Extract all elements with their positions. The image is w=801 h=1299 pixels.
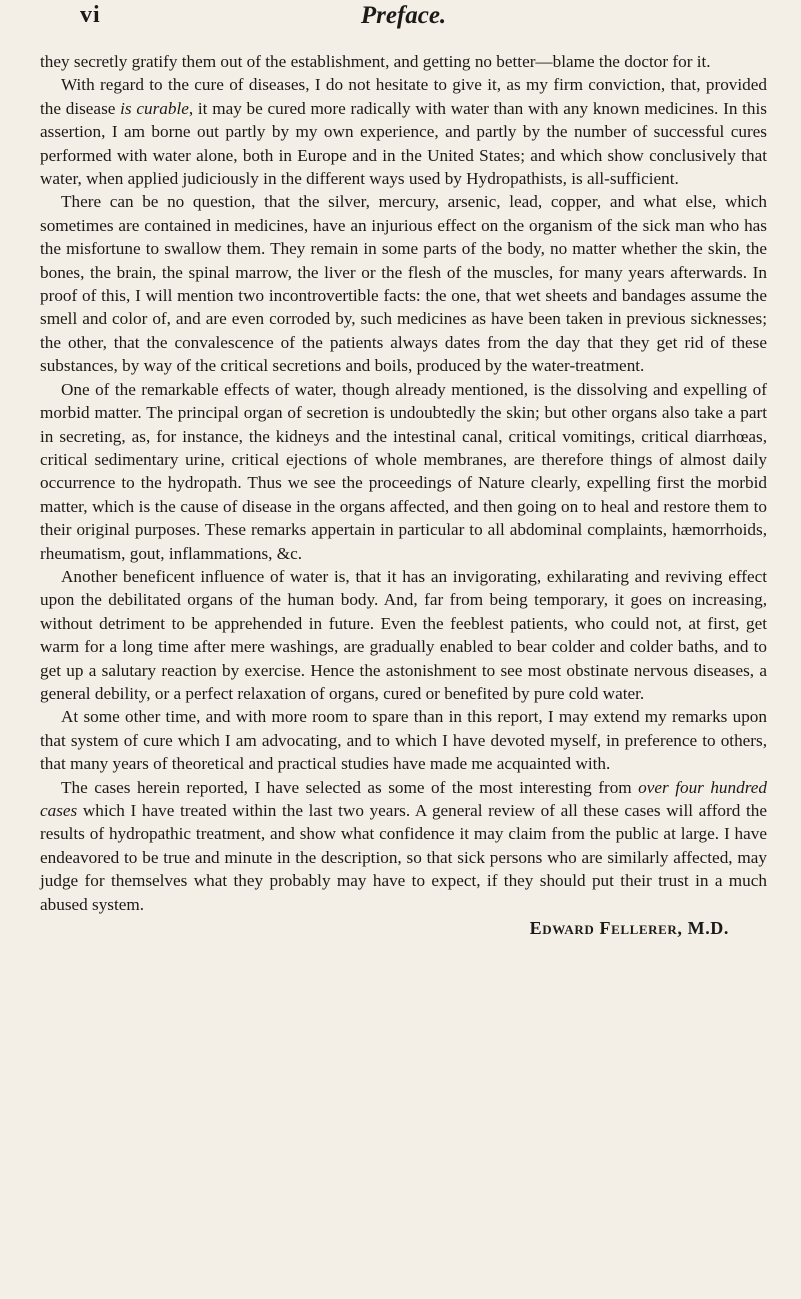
paragraph-text: At some other time, and with more room to spare than in this report, I may extend my remarks upon that system of cure which I am advocating, and to which I have devoted myself, in preference to others, that many years of theoretical and practical studies have made me acquainted with.: [40, 707, 767, 774]
paragraph-text: One of the remarkable effects of water, though already mentioned, is the dissolving and expelling of morbid matter. The principal organ of secretion is undoubtedly the skin; but other organs also take a part in secreting, as, for instance, the kidneys and the intestinal canal, critical vomitings, critical diarrhœas, critical sedimentary urine, critical ejections of whole membranes, are therefore things of almost daily occurrence to the hydropath. Thus we see the proceedings of Nature clearly, expelling first the morbid matter, which is the cause of disease in the organs affected, and then going on to heal and restore them to their original purposes. These remarks appertain in particular to all abdominal complaints, hæmorrhoids, rheumatism, gout, inflammations, &c.: [40, 379, 767, 563]
emphasized-text: over four hundred cases: [40, 777, 767, 820]
emphasized-text: is curable: [120, 98, 189, 118]
running-head: Preface.: [360, 2, 447, 29]
paragraph-text: they secretly gratify them out of the establishment, and getting no better—blame the doctor for it.: [40, 52, 711, 71]
author-signature: Edward Fellerer, M.D.: [529, 918, 729, 939]
paragraph-text: which I have treated within the last two years. A general review of all these cases will afford the results of hydropathic treatment, and show what confidence it may claim from the public at large. I have endeavored to be true and minute in the description, so that sick persons who are similarly affected, may judge for themselves what they probably may have to expect, if they should put their trust in a much abused system.: [40, 801, 767, 914]
paragraph-text: The cases herein reported, I have selected as some of the most interesting from: [61, 777, 639, 797]
paragraph: [40, 50, 767, 73]
paragraph: [40, 190, 767, 377]
paragraph-text: , it may be cured more radically with water than with any known medicines. In this assertion, I am borne out partly by my own experience, and partly by the number of successful cures performed with water alone, both in Europe and in the United States; and which show conclusively that water, when applied judiciously in the different ways used by Hydropathists, is all-sufficient.: [40, 98, 767, 189]
page-header: [40, 0, 767, 44]
paragraph: [40, 378, 767, 565]
page-number: vi: [80, 2, 101, 28]
paragraph: [40, 73, 767, 190]
paragraph: [40, 565, 767, 705]
paragraph: [40, 776, 767, 916]
paragraph-text: There can be no question, that the silver, mercury, arsenic, lead, copper, and what else, which sometimes are contained in medicines, have an injurious effect on the organism of the sick man who has the misfortune to swallow them. They remain in some parts of the body, no matter whether the skin, the bones, the brain, the spinal marrow, the liver or the flesh of the muscles, for many years afterwards. In proof of this, I will mention two incontrovertible facts: the one, that wet sheets and bandages assume the smell and color of, and are even corroded by, such medicines as have been taken in previous sicknesses; the other, that the convalescence of the patients always dates from the day that they get rid of these substances, by way of the critical secretions and boils, produced by the water-treatment.: [40, 192, 767, 376]
page-body: [40, 50, 767, 939]
paragraph-text: With regard to the cure of diseases, I do not hesitate to give it, as my firm conviction, that, provided the disease: [40, 75, 767, 118]
paragraph-text: Another beneficent influence of water is, that it has an invigorating, exhilarating and reviving effect upon the debilitated organs of the human body. And, far from being temporary, it goes on increasing, without detriment to be apprehended in future. Even the feeblest patients, who could not, at first, get warm for a long time after mere washings, are gradually enabled to bear colder and colder baths, and to get up a salutary reaction by exercise. Hence the astonishment to see most obstinate nervous diseases, a general debility, or a perfect relaxation of organs, cured or benefited by pure cold water.: [40, 566, 767, 703]
paragraph: [40, 705, 767, 775]
